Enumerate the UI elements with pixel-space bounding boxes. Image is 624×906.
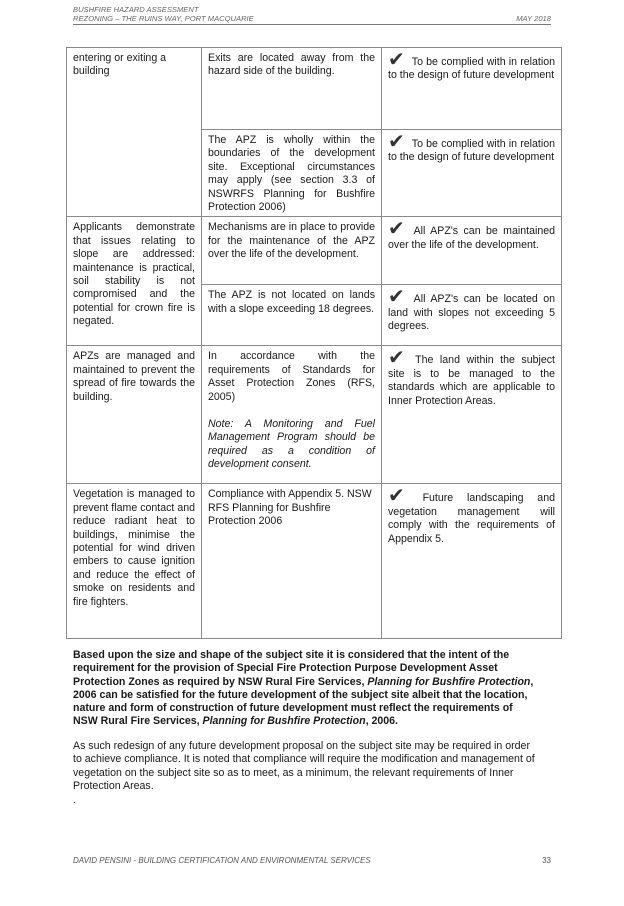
table-row bbox=[67, 346, 562, 484]
header-subtitle: REZONING – THE RUINS WAY, PORT MACQUARIE bbox=[73, 14, 254, 23]
acceptable-solution-cell: The APZ is not located on lands with a slope exceeding 18 degrees. bbox=[202, 285, 382, 346]
acceptable-solution-cell: Mechanisms are in place to provide for the maintenance of the APZ over the life of the development. bbox=[202, 217, 382, 285]
publication-title: Planning for Bushfire Protection bbox=[202, 715, 366, 728]
check-icon: ✔ bbox=[388, 483, 405, 508]
check-icon: ✔ bbox=[388, 284, 405, 309]
requirements-table bbox=[66, 47, 562, 639]
check-icon: ✔ bbox=[388, 345, 405, 370]
compliance-cell: ✔ The land within the subject site is to be managed to the standards which are applicable to Inner Protection Areas. bbox=[382, 346, 562, 484]
monitoring-note: Note: A Monitoring and Fuel Management Program should be required as a condition of development consent. bbox=[208, 418, 375, 471]
body-paragraph: As such redesign of any future development proposal on the subject site may be required in order to achieve compliance. It is noted that compliance will require the modification and management of vegetation on the subject site so as to meet, as a minimum, the relevant requirements of Inner Protection Areas. bbox=[73, 740, 535, 792]
performance-criteria-cell: entering or exiting a building bbox=[67, 48, 202, 217]
performance-criteria-cell: APZs are managed and maintained to prevent the spread of fire towards the building. bbox=[67, 346, 202, 484]
check-icon: ✔ bbox=[388, 47, 405, 71]
acceptable-solution-cell: In accordance with the requirements of Standards for Asset Protection Zones (RFS, 2005) Note: A Monitoring and Fuel Management Program should be required as a condition of development consent. bbox=[202, 346, 382, 484]
footer-company: DAVID PENSINI - BUILDING CERTIFICATION AND ENVIRONMENTAL SERVICES bbox=[73, 856, 371, 865]
compliance-cell: ✔ All APZ's can be maintained over the life of the development. bbox=[382, 217, 562, 285]
check-icon: ✔ bbox=[388, 129, 405, 153]
page-footer bbox=[73, 856, 551, 865]
header-date: MAY 2018 bbox=[516, 14, 551, 23]
page-header bbox=[73, 5, 551, 25]
performance-criteria-cell: Applicants demonstrate that issues relating to slope are addressed: maintenance is practical, soil stability is not compromised and the potential for crown fire is negated. bbox=[67, 217, 202, 346]
table-row bbox=[67, 217, 562, 285]
header-title: BUSHFIRE HAZARD ASSESSMENT bbox=[73, 5, 199, 14]
table-row bbox=[67, 484, 562, 639]
page-number: 33 bbox=[542, 856, 551, 865]
compliance-cell: ✔ To be complied with in relation to the design of future development bbox=[382, 48, 562, 130]
trailing-dot: . bbox=[73, 795, 76, 806]
acceptable-solution-cell: Compliance with Appendix 5. NSW RFS Planning for Bushfire Protection 2006 bbox=[202, 484, 382, 639]
compliance-cell: ✔ To be complied with in relation to the design of future development bbox=[382, 130, 562, 217]
compliance-cell: ✔ Future landscaping and vegetation management will comply with the requirements of Appendix 5. bbox=[382, 484, 562, 639]
publication-title: Planning for Bushfire Protection bbox=[367, 675, 531, 688]
summary-paragraph: Based upon the size and shape of the subject site it is considered that the intent of the requirement for the provision of Special Fire Protection Purpose Development Asset Protection Zones as required by NSW Rural Fire Services, Planning for Bushfire Protection, 2006 can be satisfied for the future development of the subject site albeit that the location, nature and form of construction of future development must reflect the requirements of NSW Rural Fire Services, Planning for Bushfire Protection, 2006. bbox=[73, 649, 534, 728]
acceptable-solution-cell: The APZ is wholly within the boundaries of the development site. Exceptional circumstances may apply (see section 3.3 of NSWRFS Planning for Bushfire Protection 2006) bbox=[202, 130, 382, 217]
performance-criteria-cell: Vegetation is managed to prevent flame contact and reduce radiant heat to buildings, minimise the potential for wind driven embers to cause ignition and reduce the effect of smoke on residents and fire fighters. bbox=[67, 484, 202, 639]
compliance-cell: ✔ All APZ's can be located on land with slopes not exceeding 5 degrees. bbox=[382, 285, 562, 346]
check-icon: ✔ bbox=[388, 216, 405, 241]
acceptable-solution-cell: Exits are located away from the hazard side of the building. bbox=[202, 48, 382, 130]
table-row bbox=[67, 48, 562, 130]
